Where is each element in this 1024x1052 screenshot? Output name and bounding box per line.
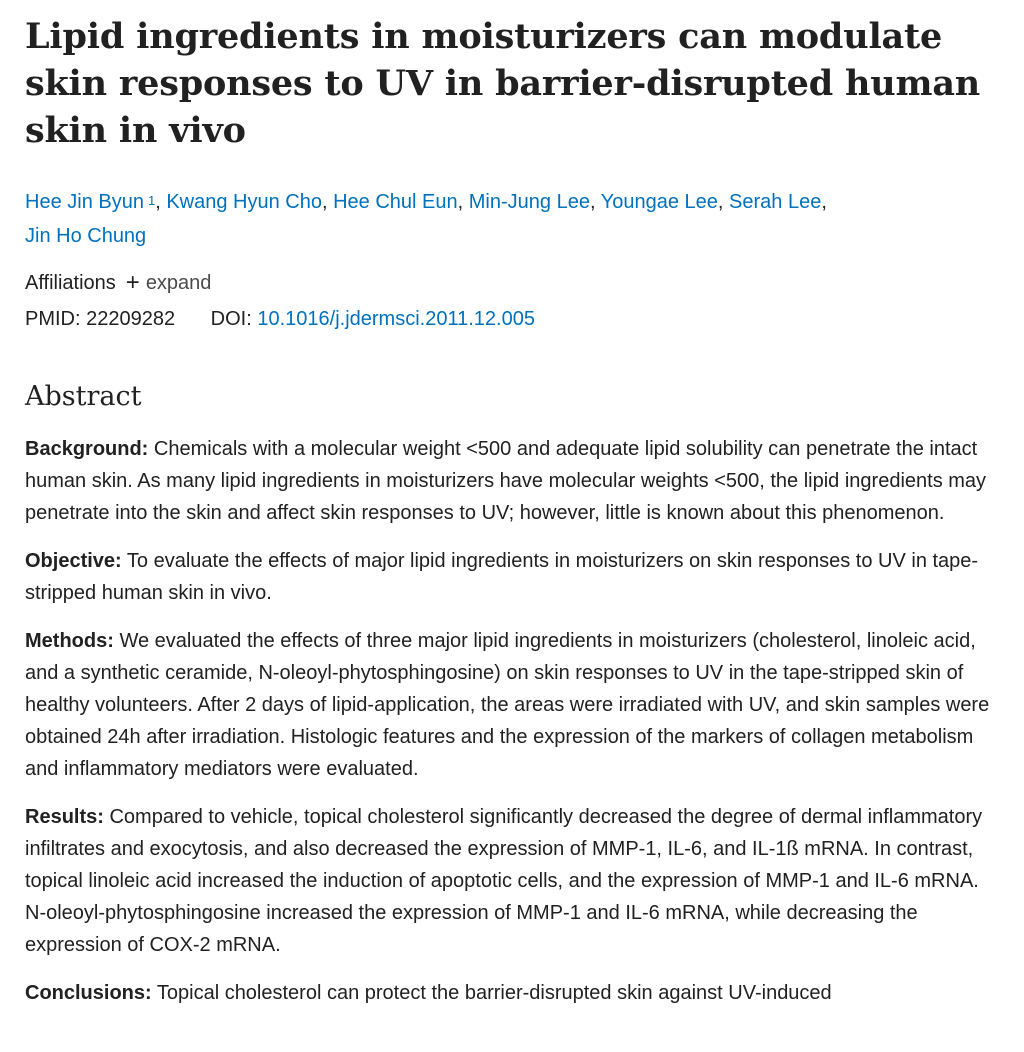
- affiliation-number[interactable]: 1: [147, 193, 156, 208]
- author-link[interactable]: Serah Lee: [729, 191, 822, 213]
- article-page: [25, 0, 1005, 1025]
- section-label: Conclusions:: [25, 982, 152, 1004]
- abstract-body: [25, 433, 1005, 1009]
- abstract-section-conclusions: [25, 977, 1005, 1009]
- doi-label: DOI:: [210, 308, 252, 330]
- pmid-value: 22209282: [86, 308, 176, 330]
- abstract-section-methods: [25, 625, 1005, 785]
- author-link[interactable]: [25, 191, 155, 213]
- doi-link[interactable]: 10.1016/j.jdermsci.2011.12.005: [257, 308, 535, 330]
- affiliations-label: Affiliations: [25, 272, 116, 294]
- author-link[interactable]: Min-Jung Lee: [468, 191, 590, 213]
- section-label: Methods:: [25, 630, 114, 652]
- author-list: Hee Jin Byun $^1$, Kwang Hyun Cho, Hee Chul Eun, Min-Jung Lee, Youngae Lee, Serah Lee, Jin Ho Chung: [25, 191, 827, 247]
- plus-icon: +: [125, 269, 140, 296]
- section-label: Results:: [25, 806, 104, 828]
- author-link[interactable]: Hee Chul Eun: [333, 191, 458, 213]
- abstract-section-objective: [25, 545, 1005, 609]
- section-text: Topical cholesterol can protect the barrier-disrupted skin against UV-induced: [156, 982, 832, 1004]
- expand-label: expand: [145, 272, 212, 294]
- abstract-heading: Abstract: [25, 381, 142, 412]
- affiliations-row: [25, 269, 1005, 297]
- section-label: Objective:: [25, 550, 122, 572]
- section-text: We evaluated the effects of three major lipid ingredients in moisturizers (cholesterol, linoleic acid, and a synthetic ceramide, N-oleoyl-phytosphingosine) on skin responses to UV in the tape-stripped skin of healthy volunteers. After 2 days of lipid-application, the areas were irradiated with UV, and skin samples were obtained 24h after irradiation. Histologic features and the expression of the markers of collagen metabolism and inflammatory mediators were evaluated.: [25, 630, 990, 780]
- section-label: Background:: [25, 438, 149, 460]
- pmid-label: PMID:: [25, 308, 81, 330]
- section-text: Compared to vehicle, topical cholesterol significantly decreased the degree of dermal inflammatory infiltrates and exocytosis, and also decreased the expression of MMP-1, IL-6, and IL-1ß mRNA. In contrast, topical linoleic acid increased the induction of apoptotic cells, and the expression of MMP-1 and IL-6 mRNA. N-oleoyl-phytosphingosine increased the expression of MMP-1 and IL-6 mRNA, while decreasing the expression of COX-2 mRNA.: [25, 806, 983, 956]
- identifiers-row: [25, 305, 1005, 333]
- author-link[interactable]: Jin Ho Chung: [25, 225, 147, 247]
- author-link[interactable]: Youngae Lee: [600, 191, 718, 213]
- abstract-section-results: [25, 801, 1005, 961]
- abstract-section-background: [25, 433, 1005, 529]
- author-name: Hee Jin Byun: [25, 191, 144, 213]
- author-link[interactable]: Kwang Hyun Cho: [166, 191, 322, 213]
- affiliations-expand-button[interactable]: [126, 269, 212, 297]
- article-title: Lipid ingredients in moisturizers can modulate skin responses to UV in barrier-disrupted human skin in vivo: [25, 16, 981, 151]
- section-text: Chemicals with a molecular weight <500 and adequate lipid solubility can penetrate the intact human skin. As many lipid ingredients in moisturizers have molecular weights <500, the lipid ingredients may penetrate into the skin and affect skin responses to UV; however, little is known about this phenomenon.: [25, 438, 987, 524]
- section-text: To evaluate the effects of major lipid ingredients in moisturizers on skin responses to UV in tape-stripped human skin in vivo.: [25, 550, 979, 604]
